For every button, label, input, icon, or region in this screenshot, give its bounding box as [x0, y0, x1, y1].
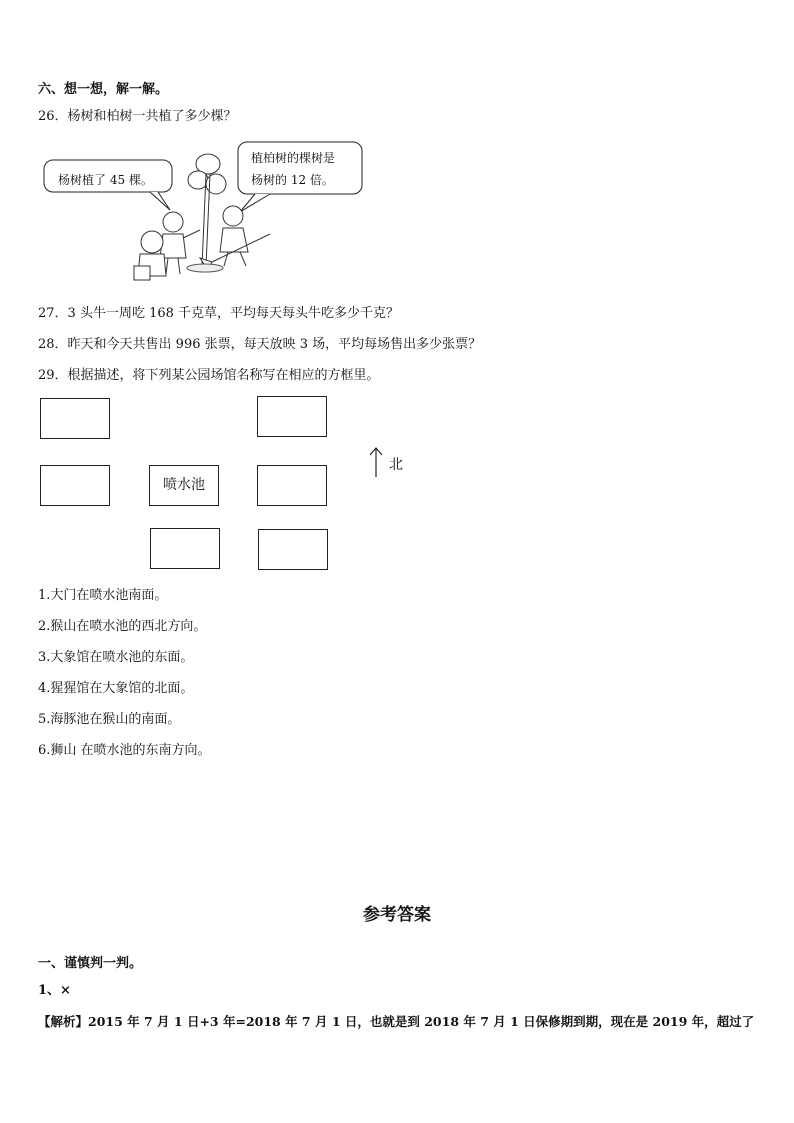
- clue-5: 5.海豚池在猴山的南面。: [38, 712, 181, 727]
- question-28: 28．昨天和今天共售出 996 张票，每天放映 3 场，平均每场售出多少张票？: [38, 337, 482, 352]
- question-29: 29．根据描述，将下列某公园场馆名称写在相应的方框里。: [38, 368, 380, 383]
- speech-bubble-right-line1: 植柏树的棵树是: [251, 151, 336, 165]
- clue-3: 3.大象馆在喷水池的东面。: [38, 650, 194, 665]
- map-box-northwest: [40, 398, 110, 439]
- speech-bubble-left: 杨树植了 45 棵。: [58, 173, 153, 187]
- map-box-west: [40, 465, 110, 506]
- clue-6: 6.狮山 在喷水池的东南方向。: [38, 743, 211, 758]
- clue-2: 2.猴山在喷水池的西北方向。: [38, 619, 207, 634]
- answers-heading: 参考答案: [363, 905, 431, 925]
- map-box-northeast: [257, 396, 327, 437]
- question-26: 26．杨树和柏树一共植了多少棵？: [38, 109, 237, 124]
- map-box-center: [149, 465, 219, 506]
- question-27: 27．3 头牛一周吃 168 千克草，平均每天每头牛吃多少千克？: [38, 306, 400, 321]
- map-box-south: [150, 528, 220, 569]
- clue-1: 1.大门在喷水池南面。: [38, 588, 168, 603]
- answers-section-1: 一、谨慎判一判。: [38, 956, 143, 971]
- map-box-southeast: [258, 529, 328, 570]
- up-arrow-icon: [369, 446, 383, 478]
- answer-analysis: 【解析】2015 年 7 月 1 日+3 年=2018 年 7 月 1 日，也就是到 2018 年 7 月 1 日保修期到期，现在是 2019 年，超过了: [38, 1014, 755, 1029]
- fountain-label: 喷水池: [163, 477, 205, 493]
- clue-4: 4.猩猩馆在大象馆的北面。: [38, 681, 194, 696]
- answer-item-1: 1、×: [38, 983, 71, 998]
- speech-bubble-right-line2: 杨树的 12 倍。: [251, 173, 334, 187]
- section-title: 六、想一想，解一解。: [38, 82, 169, 97]
- map-box-east: [257, 465, 327, 506]
- north-label: 北: [389, 457, 403, 473]
